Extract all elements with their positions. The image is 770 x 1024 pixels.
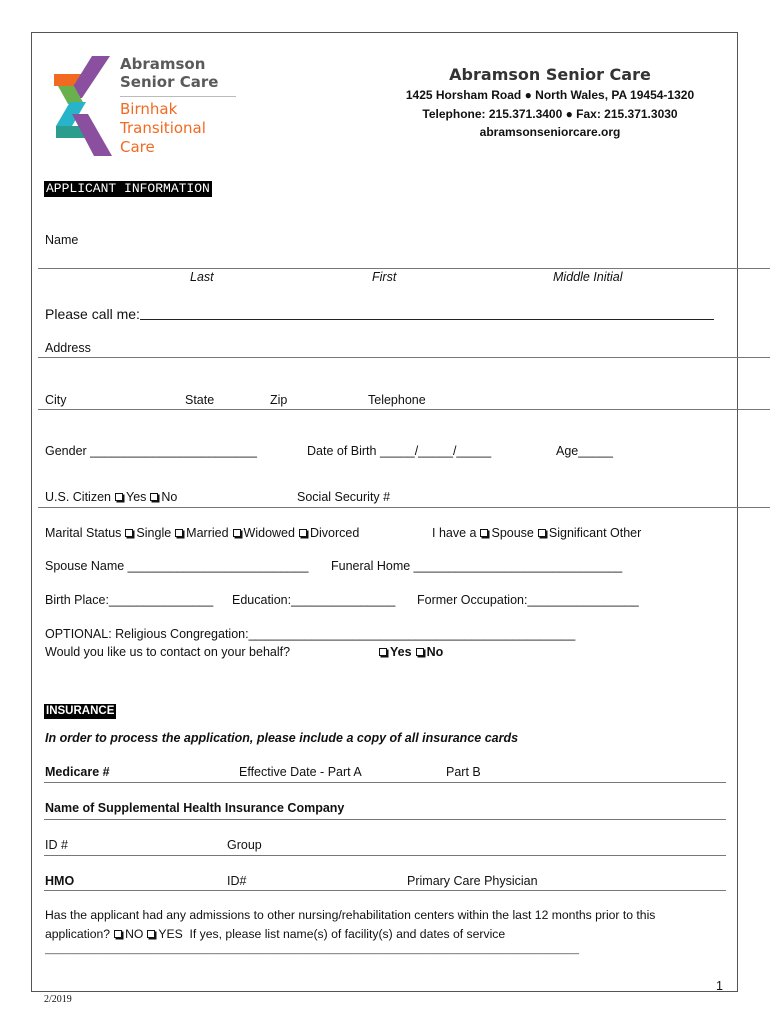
citizen-row [45,490,177,504]
ihave-row [432,526,641,540]
zip-label: Zip [270,393,288,407]
contact-yes-label: Yes [390,645,412,659]
logo-line1: Abramson [120,55,206,73]
page-number: 1 [716,979,723,993]
religious-field[interactable]: OPTIONAL: Religious Congregation:_______________________________________________ [45,627,576,641]
first-label: First [372,270,397,284]
city-label: City [45,393,67,407]
birthplace-field[interactable]: Birth Place:_______________ [45,593,214,607]
name-label: Name [45,233,79,247]
telephone-label: Telephone [368,393,426,407]
call-me-line[interactable] [140,319,714,320]
middle-initial-label: Middle Initial [553,270,623,284]
married-checkbox[interactable] [175,529,183,537]
hmo-line[interactable] [44,890,726,891]
divorced-checkbox[interactable] [299,529,307,537]
funeral-home-field[interactable]: Funeral Home ______________________________ [331,559,623,573]
medicare-label: Medicare # [45,765,110,779]
admissions-list-label: If yes, please list name(s) of facility(s) and dates of service [189,927,506,941]
admissions-yes-label: YES [158,927,183,941]
occupation-field[interactable]: Former Occupation:________________ [417,593,639,607]
pcp-label: Primary Care Physician [407,874,538,888]
single-label: Single [136,526,172,540]
last-label: Last [190,270,214,284]
contact-yes-checkbox[interactable] [379,648,387,656]
revision-date: 2/2019 [44,994,72,1005]
city-line[interactable] [38,409,770,410]
state-label: State [185,393,215,407]
insurance-note: In order to process the application, please include a copy of all insurance cards [45,731,519,745]
partb-label: Part B [446,765,481,779]
org-website: abramsonseniorcare.org [479,125,621,139]
medicare-line[interactable] [44,782,726,783]
admissions-application-label: application? [45,927,111,941]
logo-line2: Senior Care [120,73,219,91]
citizen-no-label: No [161,490,178,504]
logo-line5: Care [120,138,155,156]
supplemental-line[interactable] [44,819,726,820]
age-field[interactable]: Age_____ [556,444,614,458]
org-phone: Telephone: 215.371.3400 ● Fax: 215.371.3030 [422,107,678,121]
hmo-label: HMO [45,874,75,888]
form-page [31,32,738,992]
logo-line3: Birnhak [120,100,178,118]
dob-field[interactable]: Date of Birth _____/_____/_____ [307,444,492,458]
education-field[interactable]: Education:_______________ [232,593,396,607]
address-label: Address [45,341,91,355]
supplemental-label: Name of Supplemental Health Insurance Company [45,801,345,815]
logo-divider [120,96,236,97]
citizen-no-checkbox[interactable] [150,493,158,501]
address-line[interactable] [38,357,770,358]
org-name: Abramson Senior Care [449,65,651,84]
effective-date-label: Effective Date - Part A [239,765,362,779]
org-address: 1425 Horsham Road ● North Wales, PA 19454-1320 [405,88,695,102]
contact-options [375,645,443,659]
citizen-yes-checkbox[interactable] [115,493,123,501]
ssn-label: Social Security # [297,490,391,504]
widowed-checkbox[interactable] [233,529,241,537]
applicant-section-heading: APPLICANT INFORMATION [46,181,210,196]
admissions-yes-checkbox[interactable] [147,930,155,938]
id-label: ID # [45,838,68,852]
spouse-checkbox[interactable] [480,529,488,537]
widowed-label: Widowed [243,526,295,540]
contact-no-label: No [426,645,444,659]
admissions-blank-line[interactable]: ________________________________________________________________________________________________ [45,944,579,955]
marital-row [45,526,359,540]
married-label: Married [186,526,229,540]
name-line[interactable] [38,268,770,269]
call-me-label: Please call me: [45,306,140,322]
hmo-id-label: ID# [227,874,247,888]
abramson-logo-icon [52,52,116,160]
spouse-label: Spouse [491,526,534,540]
divorced-label: Divorced [309,526,360,540]
contact-question: Would you like us to contact on your behalf? [45,645,291,659]
single-checkbox[interactable] [125,529,133,537]
contact-no-checkbox[interactable] [416,648,424,656]
citizen-label: U.S. Citizen [45,490,111,504]
admissions-question-line2 [45,927,505,941]
citizen-yes-label: Yes [126,490,147,504]
spouse-name-field[interactable]: Spouse Name __________________________ [45,559,309,573]
ihave-label: I have a [432,526,477,540]
gender-field[interactable]: Gender ________________________ [45,444,258,458]
sig-other-label: Significant Other [548,526,642,540]
marital-label: Marital Status [45,526,122,540]
group-label: Group [227,838,262,852]
citizen-line[interactable] [38,507,770,508]
admissions-no-checkbox[interactable] [114,930,122,938]
id-line[interactable] [44,855,726,856]
sig-other-checkbox[interactable] [538,529,546,537]
admissions-no-label: NO [125,927,144,941]
logo-line4: Transitional [120,119,206,137]
admissions-question-line1: Has the applicant had any admissions to other nursing/rehabilitation centers within the last 12 months prior to this [45,908,656,922]
insurance-section-heading: INSURANCE [46,705,115,717]
